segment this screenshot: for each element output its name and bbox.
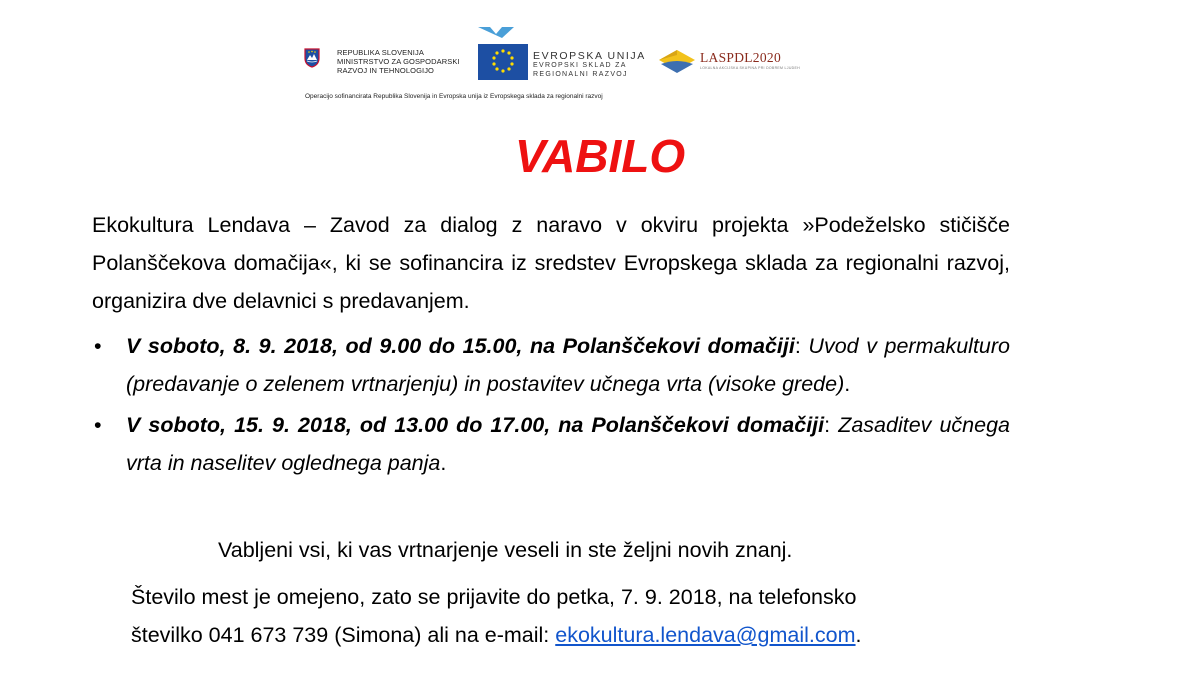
workshop-description: Uvod v permakulturo (predavanje o zelenem vrtnarjenju) in postavitev učnega vrta (visoke grede) bbox=[126, 334, 1010, 396]
contact-info bbox=[131, 578, 862, 654]
email-link[interactable]: ekokultura.lendava@gmail.com bbox=[555, 623, 856, 647]
eu-text: EVROPSKA UNIJA EVROPSKI SKLAD ZA REGIONALNI RAZVOJ bbox=[533, 50, 646, 78]
welcome-text: Vabljeni vsi, ki vas vrtnarjenje veseli in ste željni novih znanj. bbox=[218, 538, 793, 562]
bullet-icon: • bbox=[94, 334, 102, 358]
header-logos bbox=[0, 0, 1200, 110]
workshop-item: • V soboto, 15. 9. 2018, od 13.00 do 17.00, na Polanščekovi domačiji: Zasaditev učnega vrta in naselitev oglednega panja. bbox=[92, 406, 1010, 482]
contact-line-2: številko 041 673 739 (Simona) ali na e-mail: ekokultura.lendava@gmail.com. bbox=[131, 623, 862, 647]
workshop-date: V soboto, 8. 9. 2018, od 9.00 do 15.00, na Polanščekovi domačiji bbox=[126, 334, 795, 358]
workshop-item: • V soboto, 8. 9. 2018, od 9.00 do 15.00, na Polanščekovi domačiji: Uvod v permakulturo (predavanje o zelenem vrtnarjenju) in postavitev učnega vrta (visoke grede). bbox=[92, 327, 1010, 403]
page-title: VABILO bbox=[514, 130, 686, 182]
funding-note: Operacijo sofinancirata Republika Slovenija in Evropska unija iz Evropskega sklada za regionalni razvoj bbox=[305, 93, 603, 100]
workshop-description: Zasaditev učnega vrta in naselitev oglednega panja bbox=[126, 413, 1010, 475]
contact-line-1: Število mest je omejeno, zato se prijavite do petka, 7. 9. 2018, na telefonsko bbox=[131, 585, 857, 609]
ministry-name: REPUBLIKA SLOVENIJA MINISTRSTVO ZA GOSPODARSKI RAZVOJ IN TEHNOLOGIJO bbox=[337, 48, 460, 75]
las-logo-subtitle: LOKALNA AKCIJSKA SKUPINA PRI DOBREM LJUDEH bbox=[700, 66, 800, 70]
las-logo-text: LASPDL2020 bbox=[700, 50, 782, 65]
workshop-date: V soboto, 15. 9. 2018, od 13.00 do 17.00, na Polanščekovi domačiji bbox=[126, 413, 825, 437]
intro-paragraph: Ekokultura Lendava – Zavod za dialog z naravo v okviru projekta »Podeželsko stičišče Polanščekova domačija«, ki se sofinancira iz sredstev Evropskega sklada za regionalni razvoj, organizira dve delavnici s predavanjem. bbox=[92, 213, 1010, 313]
workshop-list bbox=[92, 327, 1010, 482]
slovenia-crest-icon bbox=[304, 48, 320, 68]
bullet-icon: • bbox=[94, 413, 102, 437]
